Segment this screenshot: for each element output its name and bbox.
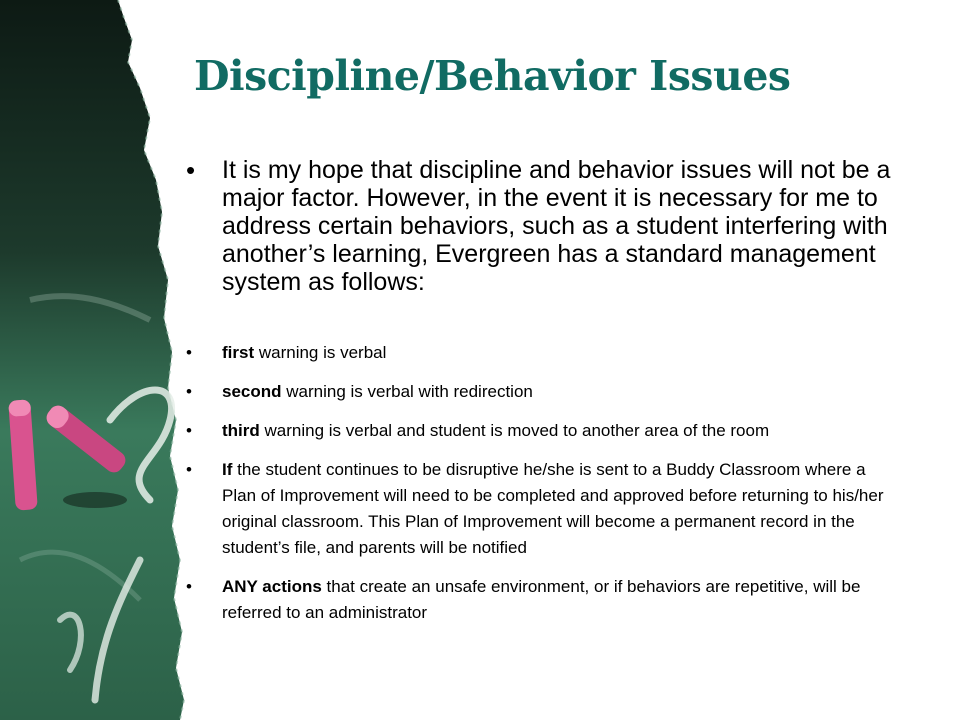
list-item-body: that create an unsafe environment, or if behaviors are repetitive, will be referred to an administrator (222, 577, 861, 622)
main-bullet-text: It is my hope that discipline and behavior issues will not be a major factor. However, in the event it is necessary for me to address certain behaviors, such as a student interfering with another’s learning, Evergreen has a standard management system as follows: (222, 156, 891, 296)
list-item-body: warning is verbal with redirection (281, 382, 533, 401)
list-item (186, 418, 906, 444)
sub-bullet-list (186, 340, 906, 639)
slide-title: Discipline/Behavior Issues (194, 52, 791, 100)
list-item-text (222, 340, 902, 366)
list-item (186, 457, 906, 561)
list-item-body: warning is verbal (254, 343, 387, 362)
list-item-text (222, 418, 902, 444)
bullet-glyph: • (186, 577, 192, 596)
list-item (186, 379, 906, 405)
main-bullet (186, 156, 916, 296)
list-item-lead: first (222, 343, 255, 362)
bullet-glyph: • (186, 155, 196, 185)
bullet-glyph: • (186, 343, 192, 362)
bullet-glyph: • (186, 421, 192, 440)
list-item-text (222, 457, 902, 561)
list-item-body: warning is verbal and student is moved to another area of the room (259, 421, 770, 440)
list-item (186, 574, 906, 626)
list-item-text (222, 574, 902, 626)
list-item (186, 340, 906, 366)
list-item-text (222, 379, 902, 405)
bullet-glyph: • (186, 382, 192, 401)
list-item-lead: ANY actions (222, 577, 322, 596)
list-item-lead: second (222, 382, 282, 401)
bullet-glyph: • (186, 460, 192, 479)
chalkboard-image (0, 0, 200, 720)
list-item-lead: If (222, 460, 233, 479)
list-item-body: the student continues to be disruptive he/she is sent to a Buddy Classroom where a Plan of Improvement will need to be completed and approved before returning to his/her original classroom. This Plan of Improvement will become a permanent record in the student’s file, and parents will be notified (222, 460, 884, 557)
list-item-lead: third (222, 421, 260, 440)
